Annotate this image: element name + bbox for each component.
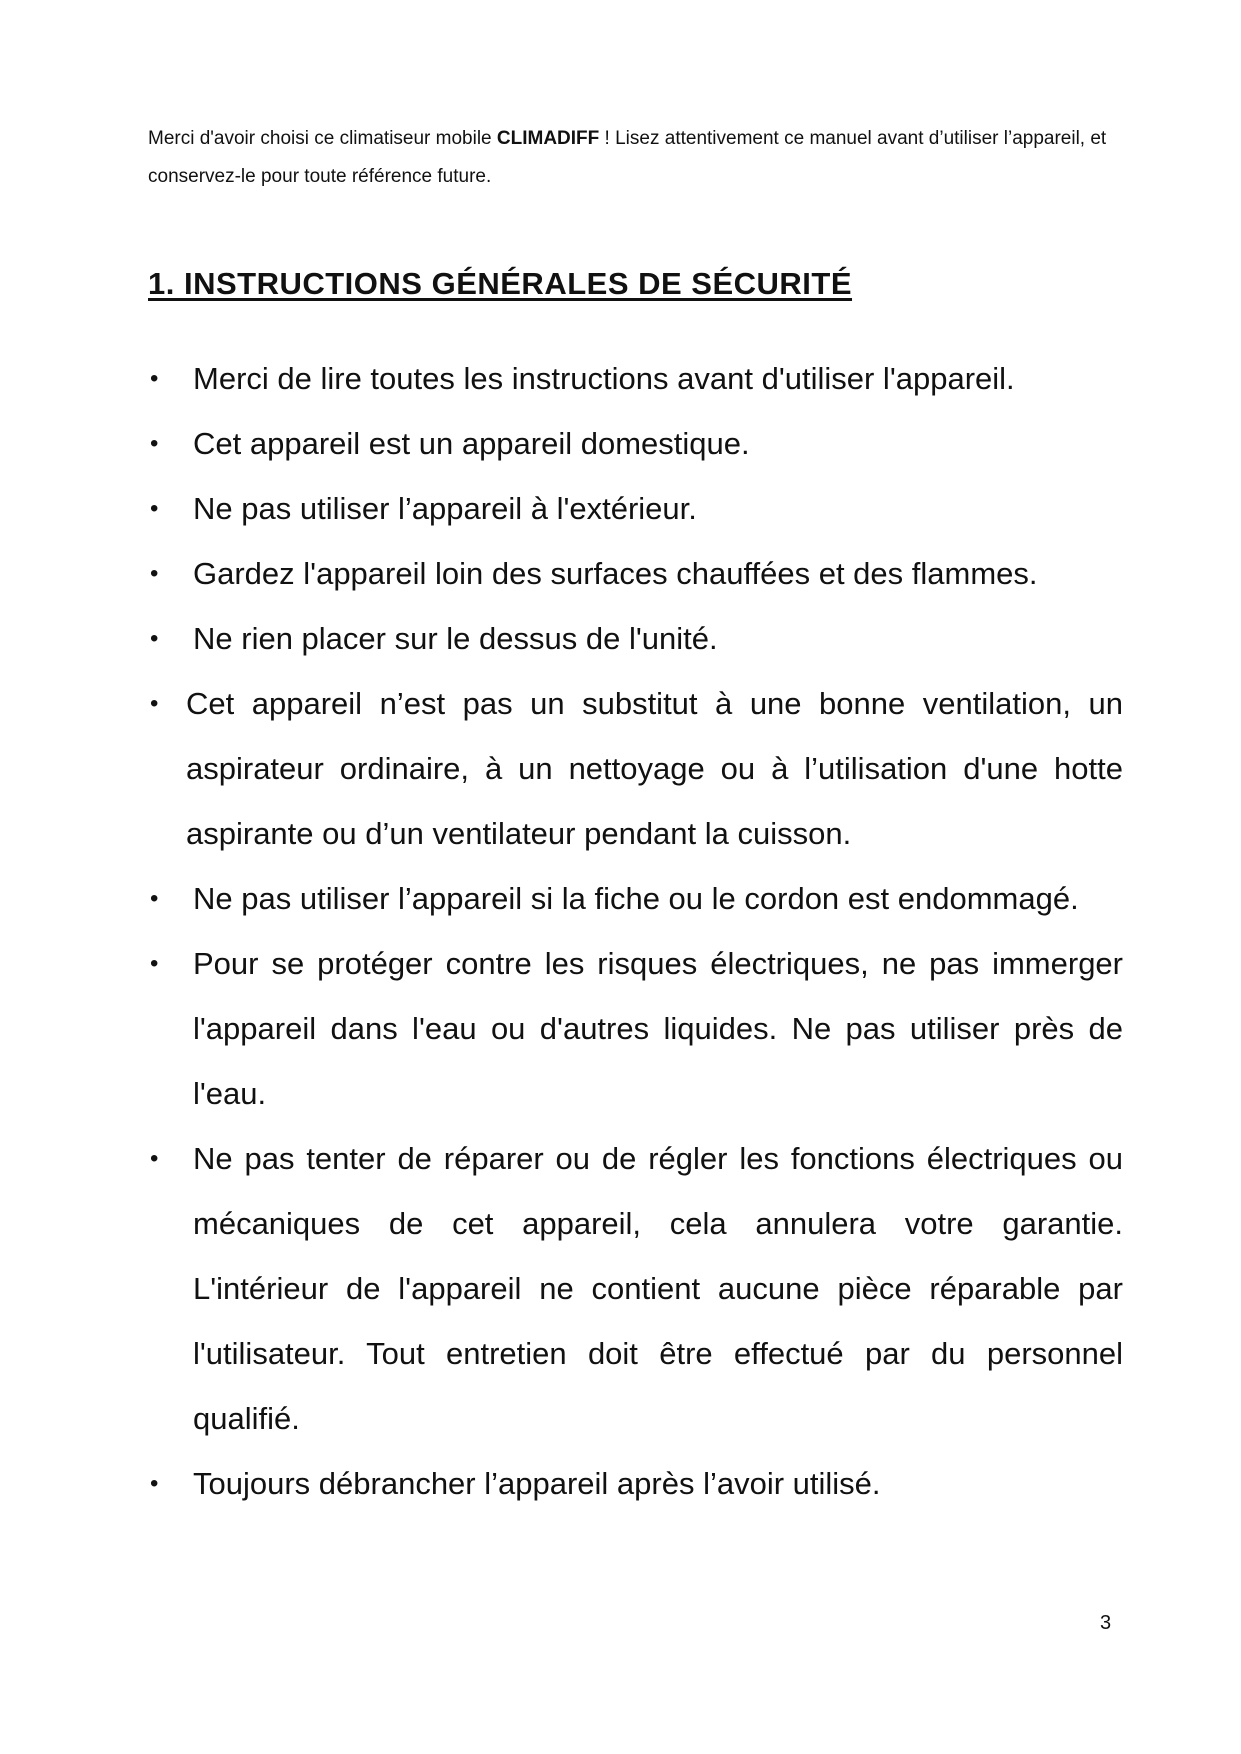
brand-name: CLIMADIFF	[496, 128, 600, 149]
bullet-icon: •	[150, 950, 159, 977]
list-item	[0, 346, 1241, 411]
list-item-text: Toujours débrancher l’appareil après l’avoir utilisé.	[193, 1466, 881, 1501]
list-item	[0, 866, 1241, 931]
list-item	[0, 476, 1241, 541]
page-number: 3	[1100, 1612, 1112, 1634]
list-item	[0, 606, 1241, 671]
bullet-icon: •	[150, 560, 159, 587]
list-item-text: Gardez l'appareil loin des surfaces chauffées et des flammes.	[193, 556, 1038, 591]
bullet-icon: •	[150, 1470, 159, 1497]
list-item-text: Ne pas tenter de réparer ou de régler les fonctions électriques ou mécaniques de cet appareil, cela annulera votre garantie. L'intérieur de l'appareil ne contient aucune pièce réparable par l'utilisateur. Tout entretien doit être effectué par du personnel qualifié.	[193, 1141, 1123, 1436]
list-item-text: Cet appareil est un appareil domestique.	[193, 426, 750, 461]
bullet-icon: •	[150, 495, 159, 522]
list-item-text: Ne rien placer sur le dessus de l'unité.	[193, 621, 718, 656]
intro-text-after: ! Lisez attentivement ce manuel avant d’utiliser l’appareil, et conservez-le pour toute référence future.	[148, 128, 1107, 187]
list-item	[0, 931, 1241, 1126]
bullet-icon: •	[150, 885, 159, 912]
section-title: 1. INSTRUCTIONS GÉNÉRALES DE SÉCURITÉ	[148, 266, 853, 301]
list-item	[0, 411, 1241, 476]
bullet-icon: •	[150, 1145, 159, 1172]
list-item	[0, 671, 1241, 866]
list-item-text: Pour se protéger contre les risques électriques, ne pas immerger l'appareil dans l'eau ou d'autres liquides. Ne pas utiliser près de l'eau.	[193, 946, 1123, 1111]
list-item	[0, 541, 1241, 606]
safety-instructions-list	[0, 346, 1241, 1516]
bullet-icon: •	[150, 690, 159, 717]
list-item-text: Ne pas utiliser l’appareil à l'extérieur.	[193, 491, 697, 526]
bullet-icon: •	[150, 430, 159, 457]
list-item-text: Merci de lire toutes les instructions avant d'utiliser l'appareil.	[193, 361, 1015, 396]
list-item-text: Cet appareil n’est pas un substitut à une bonne ventilation, un aspirateur ordinaire, à un nettoyage ou à l’utilisation d'une hotte aspirante ou d’un ventilateur pendant la cuisson.	[186, 686, 1123, 851]
bullet-icon: •	[150, 365, 159, 392]
list-item	[0, 1451, 1241, 1516]
list-item	[0, 1126, 1241, 1451]
intro-text-before: Merci d'avoir choisi ce climatiseur mobile	[148, 128, 497, 149]
list-item-text: Ne pas utiliser l’appareil si la fiche ou le cordon est endommagé.	[193, 881, 1079, 916]
intro-paragraph	[148, 120, 1108, 196]
bullet-icon: •	[150, 625, 159, 652]
